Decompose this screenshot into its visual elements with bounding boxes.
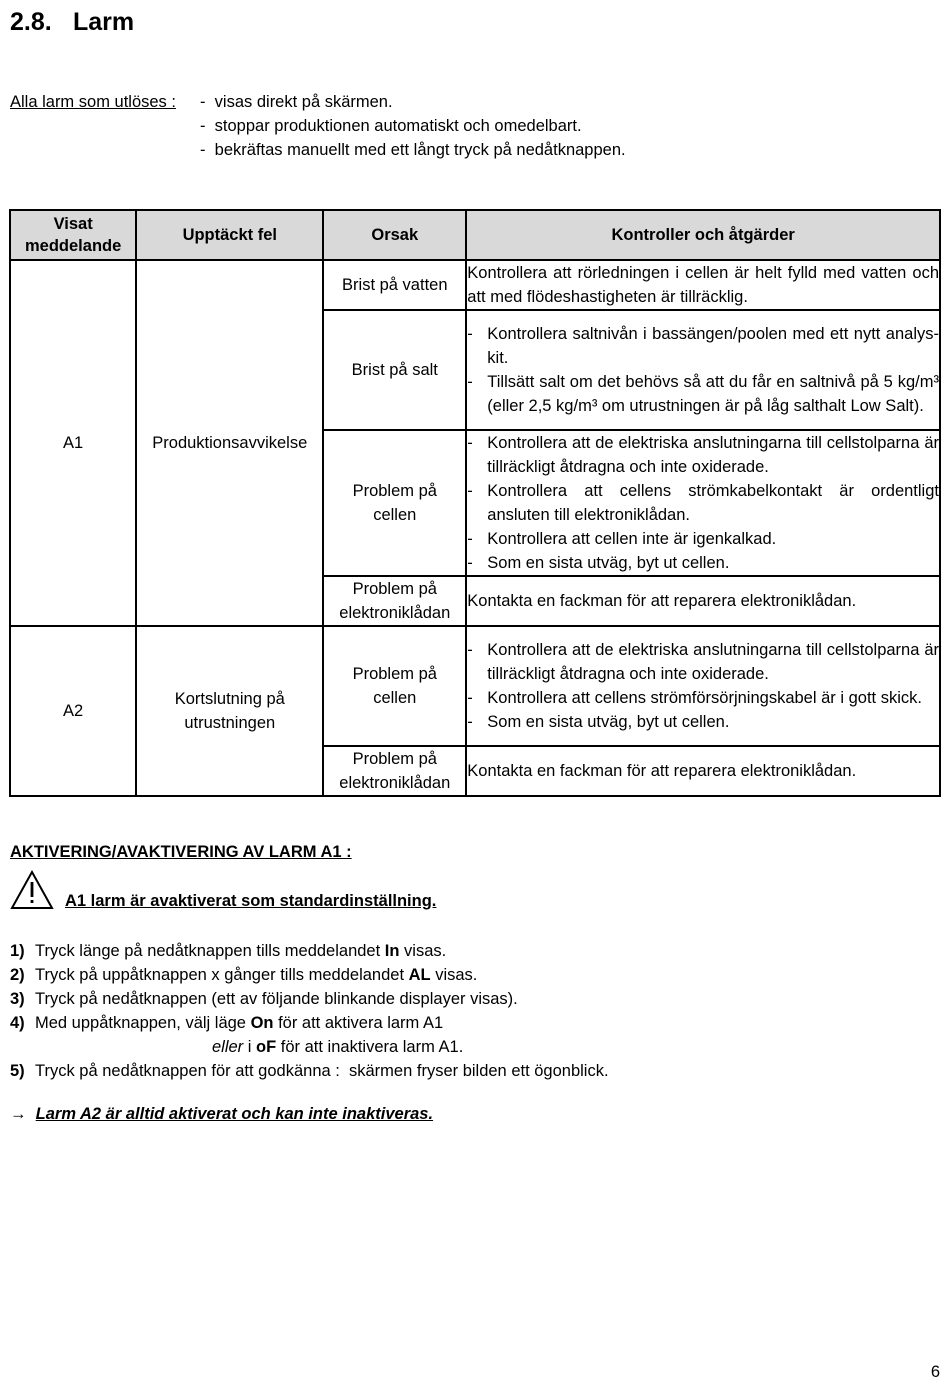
cause-line: elektroniklådan — [339, 604, 451, 622]
step-number: 1) — [10, 942, 25, 960]
cause-cell: Brist på salt — [323, 310, 466, 430]
final-note — [10, 1105, 433, 1124]
cause-cell: Brist på vatten — [323, 260, 466, 310]
action-cell — [466, 430, 940, 576]
step-item — [10, 1059, 609, 1083]
action-cell: Kontakta en fackman för att reparera elektroniklådan. — [466, 576, 940, 626]
step-number: 4) — [10, 1014, 25, 1032]
step-code: oF — [256, 1038, 277, 1056]
step-text: för att inaktivera larm A1. — [276, 1038, 464, 1056]
step-text: visas. — [399, 942, 447, 960]
intro-item: - visas direkt på skärmen. — [200, 90, 626, 114]
step-number: 2) — [10, 966, 25, 984]
intro-item: - stoppar produktionen automatiskt och omedelbart. — [200, 114, 626, 138]
cause-line: cellen — [373, 506, 417, 524]
activation-title: AKTIVERING/AVAKTIVERING AV LARM A1 : — [10, 843, 352, 861]
action-item: - Tillsätt salt om det behövs så att du får en saltnivå på 5 kg/m³ (eller 2,5 kg/m³ om utrustningen är på låg salthalt Low Salt). — [467, 370, 939, 418]
step-text: Tryck på uppåtknappen x gånger tills meddelandet — [35, 966, 409, 984]
header-actions: Kontroller och åtgärder — [466, 210, 940, 260]
cause-cell — [323, 626, 466, 746]
warning-triangle-icon — [10, 870, 54, 910]
cause-cell — [323, 576, 466, 626]
table-header-row — [10, 210, 940, 260]
step-code: On — [250, 1014, 274, 1032]
action-item: - Kontrollera att cellen inte är igenkalkad. — [467, 527, 939, 551]
alarm-table — [9, 209, 941, 797]
action-cell: Kontakta en fackman för att reparera elektroniklådan. — [466, 746, 940, 796]
action-item: - Kontrollera saltnivån i bassängen/poolen med ett nytt analys-kit. — [467, 322, 939, 370]
action-cell — [466, 310, 940, 430]
action-item: - Kontrollera att cellens strömkabelkontakt är ordentligt ansluten till elektroniklådan. — [467, 479, 939, 527]
page-number: 6 — [930, 1363, 940, 1381]
cause-line: Problem på — [352, 482, 437, 500]
cause-cell — [323, 746, 466, 796]
section-heading — [10, 8, 134, 37]
step-item — [10, 987, 609, 1011]
steps-list — [10, 939, 609, 1083]
action-cell: Kontrollera att rörledningen i cellen är helt fylld med vatten och att med flödeshastigheten är tillräcklig. — [466, 260, 940, 310]
action-item: - Kontrollera att de elektriska anslutningarna till cellstolparna är tillräckligt åtdragna och inte oxiderade. — [467, 638, 939, 686]
step-text: för att aktivera larm A1 — [273, 1014, 444, 1032]
cause-line: Problem på — [352, 665, 437, 683]
step-number: 3) — [10, 990, 25, 1008]
step-item — [10, 1011, 609, 1035]
action-item: - Som en sista utväg, byt ut cellen. — [467, 551, 939, 575]
alarm-code-a2: A2 — [10, 626, 136, 796]
intro-list — [200, 90, 626, 162]
arrow-icon: → — [10, 1105, 27, 1123]
step-text: i — [243, 1038, 257, 1056]
step-text: Tryck på nedåtknappen (ett av följande blinkande displayer visas). — [35, 990, 518, 1008]
step-code: In — [384, 942, 400, 960]
alarm-code-a1: A1 — [10, 260, 136, 626]
step-text: Med uppåtknappen, välj läge — [35, 1014, 251, 1032]
intro-label: Alla larm som utlöses : — [10, 93, 176, 111]
action-cell — [466, 626, 940, 746]
fault-a1: Produktionsavvikelse — [136, 260, 323, 626]
step-text: visas. — [430, 966, 478, 984]
header-fault: Upptäckt fel — [136, 210, 323, 260]
cause-line: Problem på — [352, 750, 437, 768]
fault-a2 — [136, 626, 323, 796]
section-title: Larm — [73, 8, 135, 36]
table-row — [10, 626, 940, 746]
header-message: Visat meddelande — [10, 210, 136, 260]
action-item: - Kontrollera att cellens strömförsörjningskabel är i gott skick. — [467, 686, 939, 710]
warning-text: A1 larm är avaktiverat som standardinställning. — [65, 892, 437, 910]
step-text: Tryck länge på nedåtknappen tills meddelandet — [35, 942, 385, 960]
step-text: Tryck på nedåtknappen för att godkänna : skärmen fryser bilden ett ögonblick. — [35, 1062, 609, 1080]
cause-line: cellen — [373, 689, 417, 707]
header-cause: Orsak — [323, 210, 466, 260]
step-item — [10, 1035, 609, 1059]
step-item — [10, 939, 609, 963]
fault-line: Kortslutning på — [174, 690, 285, 708]
cause-line: Problem på — [352, 580, 437, 598]
action-item: - Som en sista utväg, byt ut cellen. — [467, 710, 939, 734]
intro-item: - bekräftas manuellt med ett långt tryck på nedåtknappen. — [200, 138, 626, 162]
table-row — [10, 260, 940, 310]
fault-line: utrustningen — [184, 714, 276, 732]
step-code: AL — [408, 966, 431, 984]
final-note-text: Larm A2 är alltid aktiverat och kan inte inaktiveras. — [35, 1105, 434, 1123]
section-number: 2.8. — [10, 8, 52, 36]
action-item: - Kontrollera att de elektriska anslutningarna till cellstolparna är tillräckligt åtdragna och inte oxiderade. — [467, 431, 939, 479]
cause-cell — [323, 430, 466, 576]
step-text: eller — [212, 1038, 244, 1056]
step-number: 5) — [10, 1062, 25, 1080]
cause-line: elektroniklådan — [339, 774, 451, 792]
step-item — [10, 963, 609, 987]
